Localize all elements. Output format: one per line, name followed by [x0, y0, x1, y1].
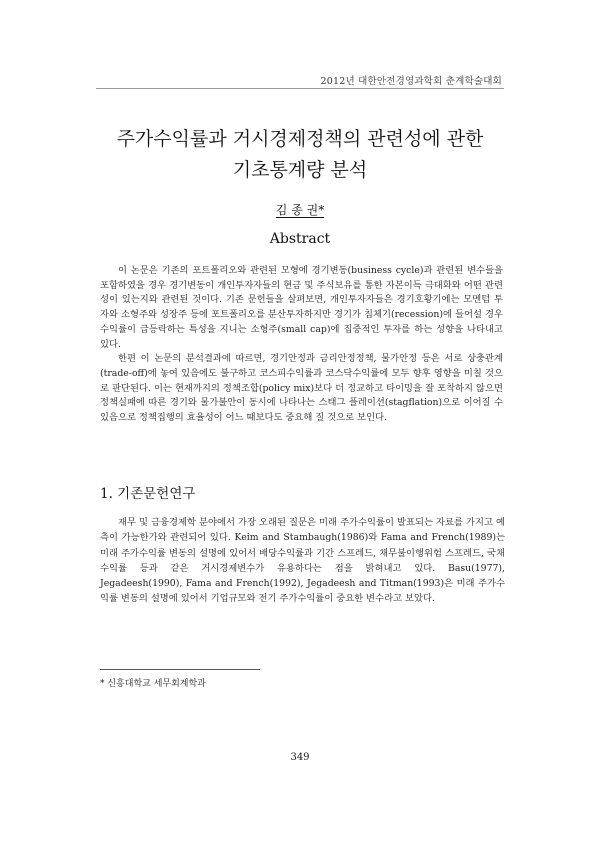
- section-paragraph: 재무 및 금융경제학 분야에서 가장 오래된 질문은 미래 주가수익률이 발표되는 자료를 가지고 예측이 가능한가와 관련되어 있다. Keim and Stambaugh(1986)와 Fama and French(1989)는 미래 주가수익률 변동의 설명에 있어서 배당수익률과 기간 스프레드, 채무불이행위험 스프레드, 국채수익률 등과 같은 거시경제변수가 유용하다는 점을 밝혀내고 있다. Basu(1977), Jegadeesh(1990), Fama and French(1992), Jegadeesh and Titman(1993)은 미래 주가수익률 변동의 설명에 있어서 기업규모와 전기 주가수익률이 중요한 변수라고 보았다.: [100, 517, 505, 605]
- section-body: [100, 515, 505, 607]
- footnote-rule: [100, 669, 260, 670]
- header-rule: [96, 88, 504, 89]
- page-number: 349: [290, 752, 310, 763]
- abstract-paragraph: 한편 이 논문의 분석결과에 따르면, 경기안정과 금리안정정책, 물가안정 등은 서로 상충관계(trade-off)에 놓여 있음에도 불구하고 코스피수익률과 코스닥수익률에 모두 향후 영향을 미칠 것으로 판단된다. 이는 현재까지의 정책조합(policy mix)보다 더 정교하고 타이밍을 잘 포착하지 않으면 정책실패에 따른 경기와 물가불안이 동시에 나타나는 스태그 플레이션(stagflation)으로 이어질 수 있음으로 정책집행의 효율성이 어느 때보다도 중요해 질 것으로 보인다.: [100, 353, 504, 424]
- author-name: 김 종 권*: [275, 203, 325, 217]
- title-line-1: 주가수익률과 거시경제정책의 관련성에 관한: [116, 128, 484, 150]
- running-header: 2012년 대한안전경영과학회 춘계학술대회: [320, 76, 502, 87]
- section-heading: 1. 기존문헌연구: [100, 486, 196, 502]
- paper-title: [0, 124, 600, 186]
- abstract-paragraph: 이 논문은 기존의 포트폴리오와 관련된 모형에 경기변동(business cycle)과 관련된 변수들을 포함하였을 경우 경기변동이 개인투자자들의 현금 및 주식보유를 통한 자본이득 극대화와 어떤 관련성이 있는지와 관련된 것이다. 기존 문헌들을 살펴보면, 개인투자자들은 경기호황기에는 모멘텀 투자와 소형주와 성장주 등에 포트폴리오를 분산투자하지만 경기가 침체기(recession)에 들어설 경우 수익률이 급등락하는 특성을 지니는 소형주(small cap)에 집중적인 투자를 하는 성향을 나타내고 있다.: [100, 265, 503, 350]
- abstract-body: [100, 264, 503, 426]
- title-line-2: 기초통계량 분석: [232, 159, 368, 181]
- abstract-heading: Abstract: [269, 231, 331, 247]
- footnote: * 신흥대학교 세무회계학과: [100, 679, 206, 689]
